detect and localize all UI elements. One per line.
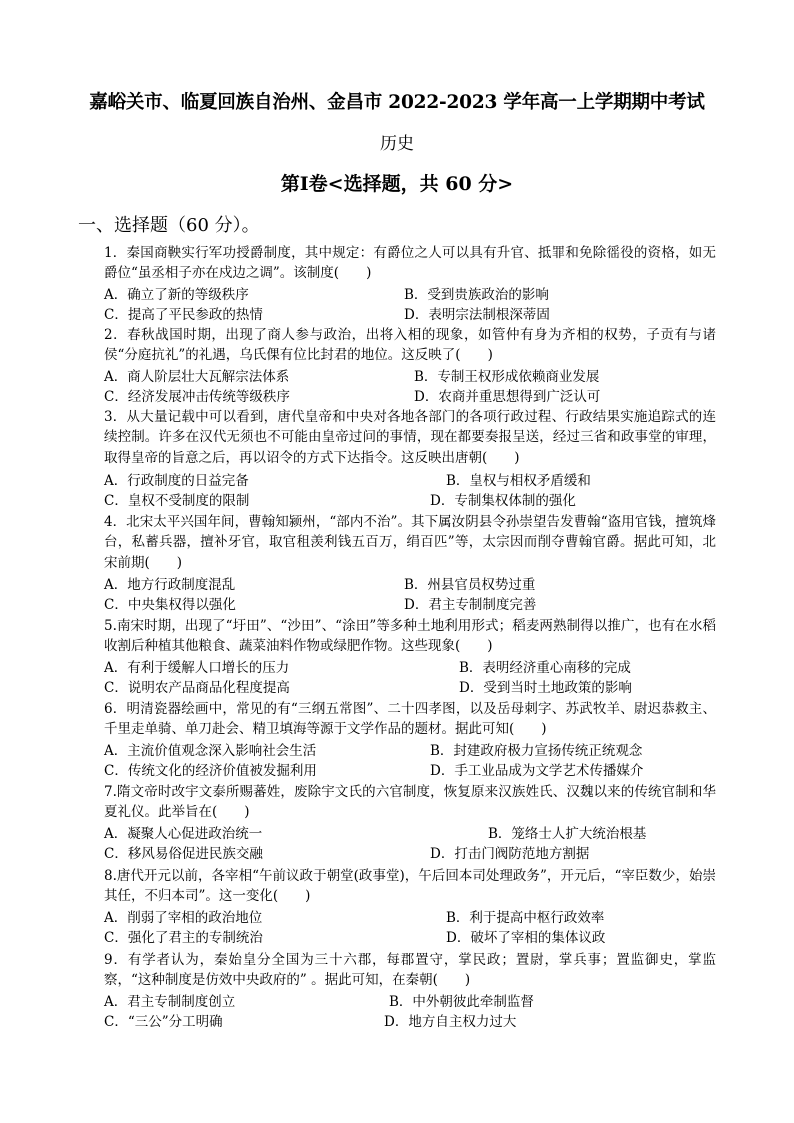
question-1-options xyxy=(104,285,716,325)
option-c: C．说明农产品商品化程度提高 xyxy=(104,680,290,697)
question-4-options xyxy=(104,575,716,615)
question-4-stem: 4．北宋太平兴国年间，曹翰知颍州，“部内不治”。其下属汝阴县令孙崇望告发曹翰“盗用官钱，擅筑烽台，私蓄兵器，擅补牙官，取官租羡利钱五百万，绢百匹”等，太宗因而削夺曹翰官爵。据此可知，北宋前期( ) xyxy=(104,514,716,571)
option-a: A．削弱了宰相的政治地位 xyxy=(104,910,263,926)
question-7-stem: 7.隋文帝时改宇文泰所赐蕃姓，废除宇文氏的六官制度，恢复原来汉族姓氏、汉魏以来的传统官制和华夏礼仪。此举旨在( ) xyxy=(104,784,716,821)
option-a: A．确立了新的等级秩序 xyxy=(104,287,249,303)
option-a: A．君主专制制度创立 xyxy=(104,994,236,1010)
question-3-options xyxy=(104,471,716,511)
option-c: C．提高了平民参政的热情 xyxy=(104,307,263,324)
question-2-stem: 2．春秋战国时期，出现了商人参与政治，出将入相的现象，如管仲有身为齐相的权势，子贡有与诸侯“分庭抗礼”的礼遇，乌氏倮有位比封君的地位。这反映了( ) xyxy=(104,327,716,364)
option-b: B．皇权与相权矛盾缓和 xyxy=(446,473,591,489)
option-d: D．受到当时土地政策的影响 xyxy=(459,680,632,697)
question-6-options xyxy=(104,741,716,781)
option-d: D．打击门阀防范地方割据 xyxy=(430,846,590,863)
option-c: C．传统文化的经济价值被发掘利用 xyxy=(104,763,317,780)
question-7-options xyxy=(104,824,716,864)
option-d: D．地方自主权力过大 xyxy=(384,1014,517,1031)
option-b: B．封建政府极力宣扬传统正统观念 xyxy=(430,743,643,759)
question-8-stem: 8.唐代开元以前，各宰相“午前议政于朝堂(政事堂)，午后回本司处理政务”，开元后，“宰臣数少，始崇其任，不归本司”。这一变化( ) xyxy=(104,868,716,905)
option-d: D．农商并重思想得到广泛认可 xyxy=(414,389,601,406)
option-a: A．行政制度的日益完备 xyxy=(104,473,249,489)
option-c: C．移风易俗促进民族交融 xyxy=(104,846,263,863)
option-b: B．专制王权形成依赖商业发展 xyxy=(414,369,600,385)
option-d: D．手工业品成为文学艺术传播媒介 xyxy=(430,763,644,780)
exam-title: 嘉峪关市、临夏回族自治州、金昌市 2022-2023 学年高一上学期期中考试 xyxy=(89,92,705,113)
option-a: A．主流价值观念深入影响社会生活 xyxy=(104,743,317,759)
question-3-stem: 3．从大量记载中可以看到，唐代皇帝和中央对各地各部门的各项行政过程、行政结果实施追踪式的连续控制。许多在汉代无须也不可能由皇帝过问的事情，现在都要奏报呈送，经过三省和政事堂的审理，取得皇帝的旨意之后，再以诏令的方式下达指令。这反映出唐朝( ) xyxy=(104,409,716,466)
question-9-options xyxy=(104,992,716,1032)
section-heading: 一、选择题（60 分）。 xyxy=(78,215,260,236)
question-8-options xyxy=(104,908,716,948)
option-c: C．中央集权得以强化 xyxy=(104,597,236,614)
option-d: D．君主专制制度完善 xyxy=(404,597,537,614)
option-a: A．商人阶层壮大瓦解宗法体系 xyxy=(104,369,290,385)
question-5-stem: 5.南宋时期，出现了“圩田”、“沙田”、“涂田”等多种土地利用形式；稻麦两熟制得以推广，也有在水稻收割后种植其他粮食、蔬菜油料作物或绿肥作物。这些现象( ) xyxy=(104,618,716,655)
option-c: C．经济发展冲击传统等级秩序 xyxy=(104,389,290,406)
question-6-stem: 6．明清瓷器绘画中，常见的有“三纲五常图”、二十四孝图，以及岳母刺字、苏武牧羊、尉迟恭救主、千里走单骑、单刀赴会、精卫填海等源于文学作品的题材。据此可知( ) xyxy=(104,701,716,738)
option-c: C．皇权不受制度的限制 xyxy=(104,493,250,510)
option-d: D．表明宗法制根深蒂固 xyxy=(404,307,550,324)
question-2-options xyxy=(104,367,716,407)
option-b: B．笼络士人扩大统治根基 xyxy=(488,826,647,842)
option-a: A．有利于缓解人口增长的压力 xyxy=(104,660,290,676)
option-d: D．破坏了宰相的集体议政 xyxy=(446,930,606,947)
option-a: A．凝聚人心促进政治统一 xyxy=(104,826,263,842)
question-1-stem: 1．秦国商鞅实行军功授爵制度，其中规定：有爵位之人可以具有升官、抵罪和免除徭役的资格，如无爵位“虽丞相子亦在戍边之调”。该制度( ) xyxy=(104,245,716,282)
option-c: C．“三公”分工明确 xyxy=(104,1014,223,1031)
exam-subject: 历史 xyxy=(380,134,414,154)
question-5-options xyxy=(104,658,716,698)
option-b: B．受到贵族政治的影响 xyxy=(404,287,549,303)
question-9-stem: 9．有学者认为，秦始皇分全国为三十六郡，每郡置守，掌民政；置尉，掌兵事；置监御史，掌监察，“这种制度是仿效中央政府的” 。据此可知，在秦朝( ) xyxy=(104,952,716,989)
option-a: A．地方行政制度混乱 xyxy=(104,577,236,593)
option-b: B．利于提高中枢行政效率 xyxy=(446,910,605,926)
option-d: D．专制集权体制的强化 xyxy=(430,493,576,510)
option-b: B．表明经济重心南移的完成 xyxy=(459,660,631,676)
option-b: B．中外朝彼此牵制监督 xyxy=(389,994,534,1010)
option-c: C．强化了君主的专制统治 xyxy=(104,930,263,947)
option-b: B．州县官员权势过重 xyxy=(404,577,536,593)
volume-heading: 第Ⅰ卷<选择题，共 60 分> xyxy=(280,173,514,195)
